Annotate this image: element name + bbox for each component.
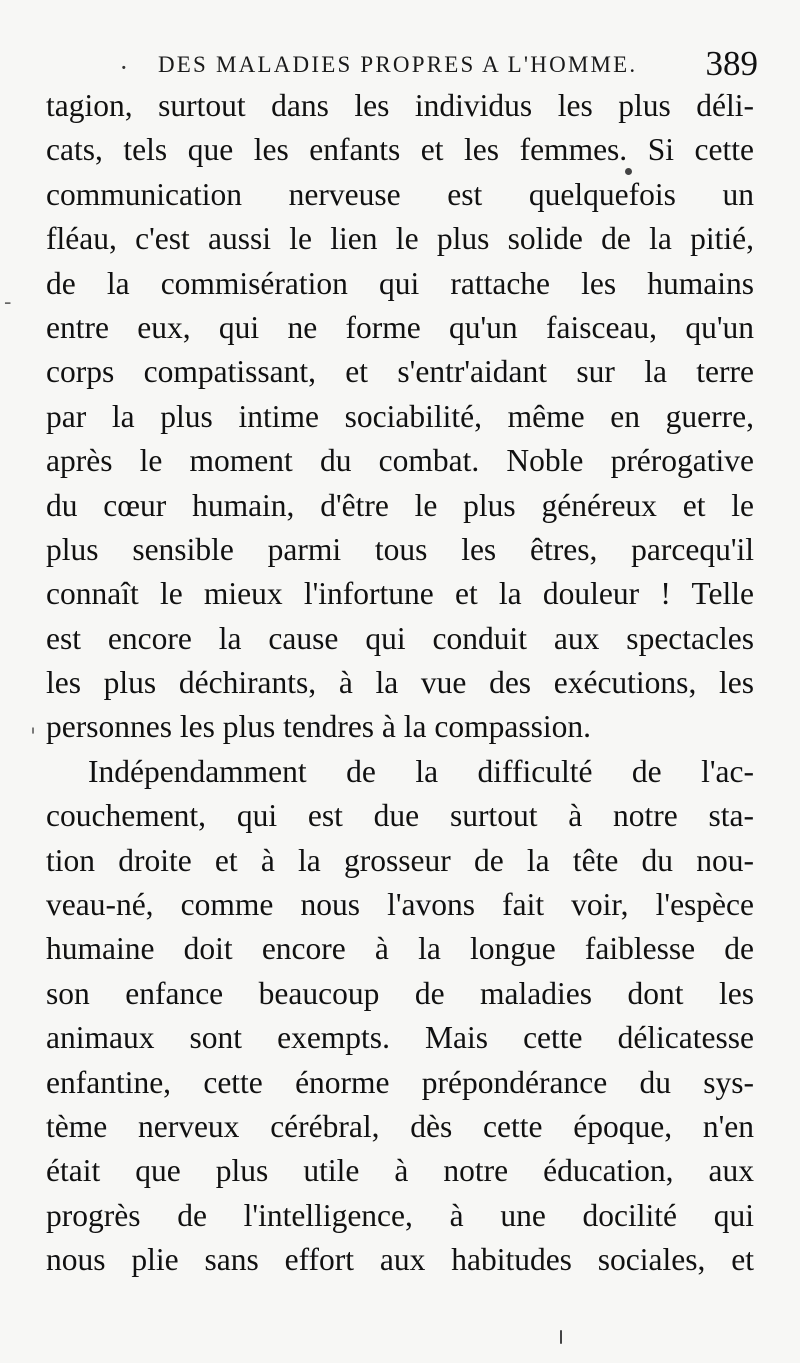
text-line: de la commisération qui rattache les humains bbox=[46, 265, 754, 301]
page-number: 389 bbox=[705, 44, 758, 83]
header-dot: · bbox=[120, 54, 128, 82]
text-line: enfantine, cette énorme prépondérance du sys- bbox=[46, 1064, 754, 1100]
text-line: tagion, surtout dans les individus les plus déli- bbox=[46, 88, 754, 123]
text-line: couchement, qui est due surtout à notre sta- bbox=[46, 798, 754, 834]
text-line: communication nerveuse est quelquefois un bbox=[46, 176, 754, 212]
text-line: du cœur humain, d'être le plus généreux et le bbox=[46, 487, 754, 523]
text-line: était que plus utile à notre éducation, aux bbox=[46, 1153, 754, 1189]
text-line: plus sensible parmi tous les êtres, parcequ'il bbox=[46, 531, 754, 567]
text-line: nous plie sans effort aux habitudes sociales, et bbox=[46, 1242, 754, 1278]
text-line: personnes les plus tendres à la compassion. bbox=[46, 709, 592, 745]
text-line: corps compatissant, et s'entr'aidant sur la terre bbox=[46, 354, 754, 390]
ink-speck bbox=[625, 168, 632, 175]
margin-mark: - bbox=[4, 290, 12, 315]
text-line: animaux sont exempts. Mais cette délicatesse bbox=[46, 1020, 754, 1056]
body-text bbox=[46, 84, 754, 1283]
text-line: cats, tels que les enfants et les femmes. Si cette bbox=[46, 132, 754, 168]
text-line: les plus déchirants, à la vue des exécutions, les bbox=[46, 665, 754, 701]
margin-mark: ' bbox=[30, 725, 37, 750]
text-line: après le moment du combat. Noble prérogative bbox=[46, 443, 754, 479]
paragraph-2 bbox=[46, 750, 754, 1283]
text-line: progrès de l'intelligence, à une docilité qui bbox=[46, 1197, 754, 1233]
text-line: tion droite et à la grosseur de la tête du nou- bbox=[46, 842, 754, 878]
ink-speck bbox=[560, 1330, 562, 1344]
text-line: fléau, c'est aussi le lien le plus solide de la pitié, bbox=[46, 221, 754, 257]
text-line: veau-né, comme nous l'avons fait voir, l'espèce bbox=[46, 887, 754, 923]
text-line: Indépendamment de la difficulté de l'ac- bbox=[88, 753, 754, 789]
paragraph-1 bbox=[46, 84, 754, 750]
text-line: est encore la cause qui conduit aux spectacles bbox=[46, 620, 754, 656]
running-head: DES MALADIES PROPRES A L'HOMME. bbox=[158, 52, 638, 77]
text-line: humaine doit encore à la longue faiblesse de bbox=[46, 931, 754, 967]
text-line: par la plus intime sociabilité, même en guerre, bbox=[46, 398, 754, 434]
text-line: tème nerveux cérébral, dès cette époque, n'en bbox=[46, 1108, 754, 1144]
text-line: connaît le mieux l'infortune et la douleur ! Telle bbox=[46, 576, 754, 612]
text-line: entre eux, qui ne forme qu'un faisceau, qu'un bbox=[46, 309, 754, 345]
text-line: son enfance beaucoup de maladies dont les bbox=[46, 975, 754, 1011]
